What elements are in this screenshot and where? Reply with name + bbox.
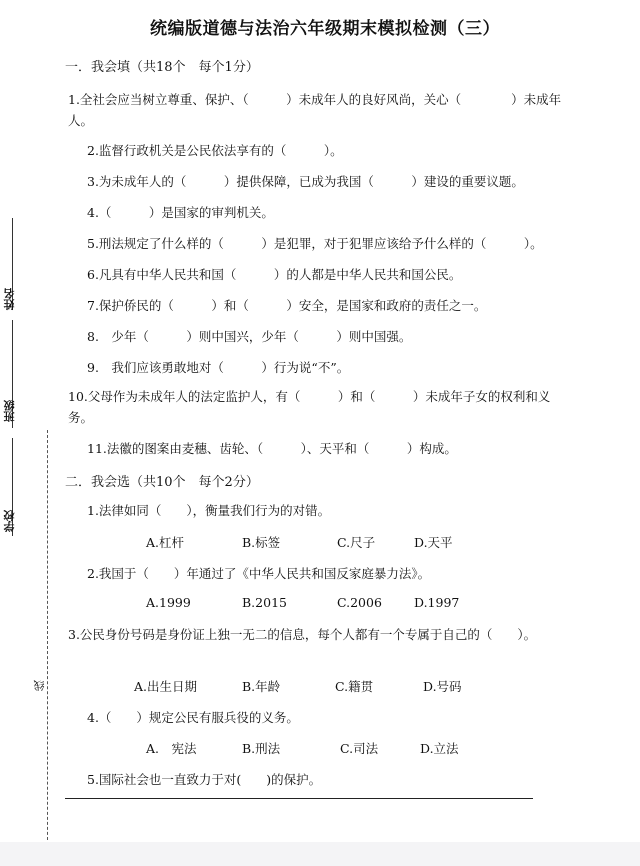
choice-4-option-c: C.司法 — [340, 741, 379, 756]
class-label: 班级 — [3, 400, 16, 422]
choice-3-option-a: A.出生日期 — [134, 679, 198, 694]
choice-2-option-d: D.1997 — [414, 595, 460, 610]
school-label: 学校 — [3, 510, 16, 532]
choice-3-option-d: D.号码 — [423, 679, 462, 694]
choice-3-option-b: B.年龄 — [242, 679, 281, 694]
fill-question-2: 2.监督行政机关是公民依法享有的（ ）。 — [87, 143, 343, 158]
bottom-rule — [65, 798, 533, 799]
binding-dashed-line — [47, 430, 48, 850]
choice-2-option-a: A.1999 — [146, 595, 191, 610]
section2-heading: 二．我会选（共10个 每个2分） — [65, 475, 259, 490]
choice-question-5: 5.国际社会也一直致力于对( )的保护。 — [87, 772, 322, 787]
name-label: 姓名 — [3, 288, 16, 310]
page-title: 统编版道德与法治六年级期末模拟检测（三） — [150, 19, 500, 39]
fill-question-11: 11.法徽的图案由麦穗、齿轮、（ ）、天平和（ ）构成。 — [87, 441, 457, 456]
fill-question-5: 5.刑法规定了什么样的（ ）是犯罪，对于犯罪应该给予什么样的（ ）。 — [87, 236, 543, 251]
fill-question-7: 7.保护侨民的（ ）和（ ）安全，是国家和政府的责任之一。 — [87, 298, 487, 313]
choice-2-option-c: C.2006 — [337, 595, 382, 610]
fill-question-3: 3.为未成年人的（ ）提供保障，已成为我国（ ）建设的重要议题。 — [87, 174, 524, 189]
choice-4-option-d: D.立法 — [420, 741, 459, 756]
choice-1-option-b: B.标签 — [242, 535, 281, 550]
fill-question-6: 6.凡具有中华人民共和国（ ）的人都是中华人民共和国公民。 — [87, 267, 462, 282]
choice-4-option-a: A. 宪法 — [146, 741, 197, 756]
fill-question-8: 8. 少年（ ）则中国兴，少年（ ）则中国强。 — [87, 329, 412, 344]
choice-question-3: 3.公民身份号码是身份证上独一无二的信息，每个人都有一个专属于自己的（ ）。 — [68, 627, 537, 642]
fill-question-10: 10.父母作为未成年人的法定监护人，有（ ）和（ ）未成年子女的权利和义务。 — [68, 389, 551, 425]
choice-1-option-a: A.杠杆 — [146, 535, 185, 550]
choice-2-option-b: B.2015 — [242, 595, 287, 610]
binding-line-mark: 线 — [33, 680, 46, 691]
choice-question-1: 1.法律如同（ ），衡量我们行为的对错。 — [87, 503, 331, 518]
fill-question-4: 4.（ ）是国家的审判机关。 — [87, 205, 274, 220]
section1-heading: 一．我会填（共18个 每个1分） — [65, 60, 259, 75]
choice-4-option-b: B.刑法 — [242, 741, 281, 756]
fill-question-1: 1.全社会应当树立尊重、保护、（ ）未成年人的良好风尚，关心（ ）未成年人。 — [68, 92, 562, 128]
choice-3-option-c: C.籍贯 — [335, 679, 374, 694]
fill-question-9: 9. 我们应该勇敢地对（ ）行为说“不”。 — [87, 360, 350, 375]
choice-1-option-d: D.天平 — [414, 535, 453, 550]
bottom-strip — [0, 842, 640, 866]
choice-question-4: 4.（ ）规定公民有服兵役的义务。 — [87, 710, 299, 725]
choice-question-2: 2.我国于（ ）年通过了《中华人民共和国反家庭暴力法》。 — [87, 566, 431, 581]
choice-1-option-c: C.尺子 — [337, 535, 376, 550]
